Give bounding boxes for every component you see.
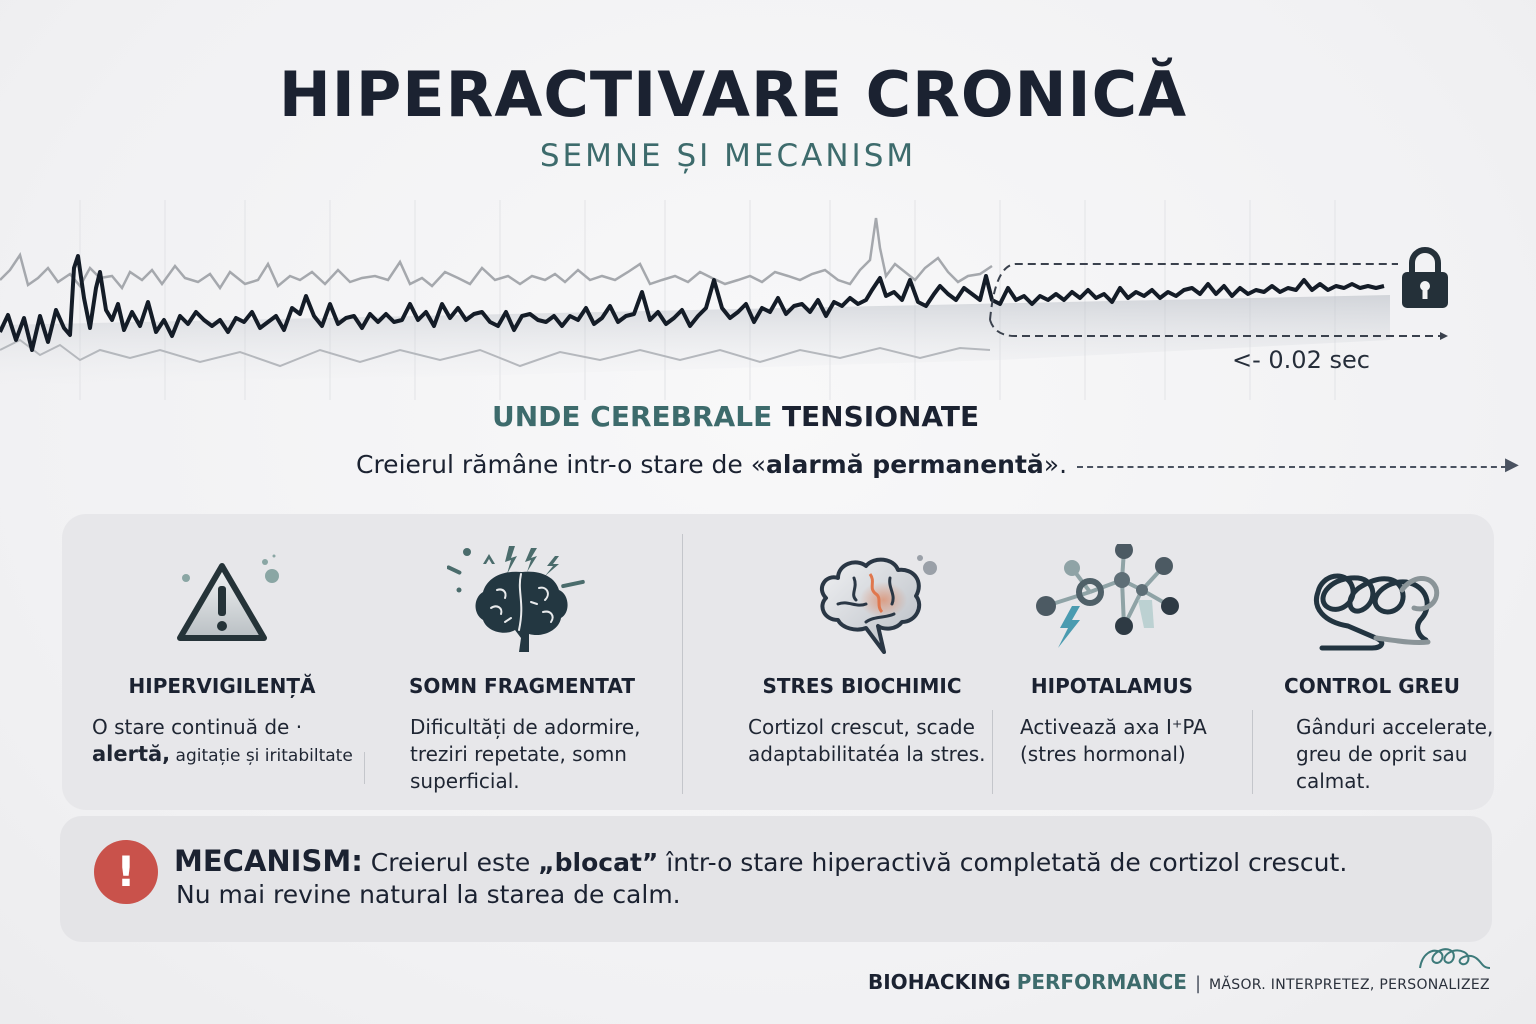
sign-label: HIPOTALAMUS — [1030, 674, 1194, 698]
lock-icon — [1400, 246, 1450, 310]
sign-description: Activează axa I⁺PA (stres hormonal) — [1020, 715, 1207, 766]
mechanism-text-bold: „blocat” — [538, 848, 659, 877]
mechanism-line1 — [174, 844, 1347, 878]
sign-desc-line1: O stare continuă de — [92, 715, 290, 739]
sign-label: STRES BIOCHIMIC — [762, 674, 962, 698]
brand-name-part1: BIOHACKING — [868, 970, 1011, 994]
brain-lightning-icon — [447, 542, 597, 657]
molecule-network-icon — [1032, 544, 1192, 654]
sign-card-fragmented-sleep — [382, 514, 662, 810]
mechanism-callout — [60, 816, 1492, 942]
description-suffix: ». — [1043, 450, 1068, 479]
waveform-description — [356, 450, 1519, 479]
sign-desc-bold: alertă, — [92, 742, 171, 766]
footer-tagline: MĂSOR. INTERPRETEZ, PERSONALIZEZ — [1209, 977, 1490, 993]
description-prefix: Creierul rămâne intr-o stare de « — [356, 450, 767, 479]
mechanism-label: MECANISM: — [174, 844, 363, 878]
timing-label: <- 0.02 sec — [1232, 346, 1370, 374]
mechanism-line2: Nu mai revine natural la starea de calm. — [176, 880, 681, 909]
sign-desc-line2: agitație și iritabiltate — [170, 746, 353, 766]
sign-card-biochemical-stress — [722, 514, 1002, 810]
brain-stress-icon — [798, 548, 948, 658]
page-title: HIPERACTIVARE CRONICĂ — [278, 58, 1188, 131]
divider — [682, 534, 683, 794]
sign-description: Gânduri accelerate, greu de oprit sau calmat. — [1296, 715, 1494, 793]
arrow-right-icon: ▶ — [1505, 454, 1519, 475]
waveform-heading-part2: TENSIONATE — [781, 400, 980, 433]
page-subtitle: SEMNE ȘI MECANISM — [539, 138, 917, 174]
sign-label: SOMN FRAGMENTAT — [409, 674, 635, 698]
mechanism-text-prefix: Creierul este — [362, 848, 539, 877]
brand-logo-icon — [1416, 942, 1496, 972]
sign-card-hard-control — [1252, 514, 1492, 810]
description-bold: alarmă permanentă — [766, 450, 1044, 479]
sign-description: Cortizol crescut, scade adaptabilitatéa la stres. — [748, 715, 986, 766]
footer-separator: | — [1194, 973, 1202, 994]
divider — [364, 752, 365, 784]
signs-panel — [62, 514, 1494, 810]
sign-label: CONTROL GREU — [1284, 674, 1460, 698]
mechanism-text-suffix: într-o stare hiperactivă completată de cortizol crescut. — [658, 848, 1348, 877]
alert-circle-icon: ! — [94, 840, 158, 904]
dashed-arrow-line — [1077, 466, 1507, 468]
sign-card-hypothalamus — [992, 514, 1232, 810]
sign-description: Dificultăți de adormire, treziri repetate, somn superficial. — [410, 715, 641, 793]
sign-card-hypervigilance — [82, 514, 362, 810]
sign-description: O stare continuă de · alertă, agitație și iritabiltate — [92, 715, 353, 766]
waveform-heading — [492, 400, 979, 433]
footer — [868, 970, 1490, 994]
tangled-thread-icon — [1302, 556, 1442, 666]
sign-label: HIPERVIGILENȚĂ — [128, 674, 316, 698]
waveform-heading-part1: UNDE CEREBRALE — [492, 400, 773, 433]
warning-triangle-icon — [152, 548, 292, 648]
brand-name-part2: PERFORMANCE — [1016, 970, 1187, 994]
